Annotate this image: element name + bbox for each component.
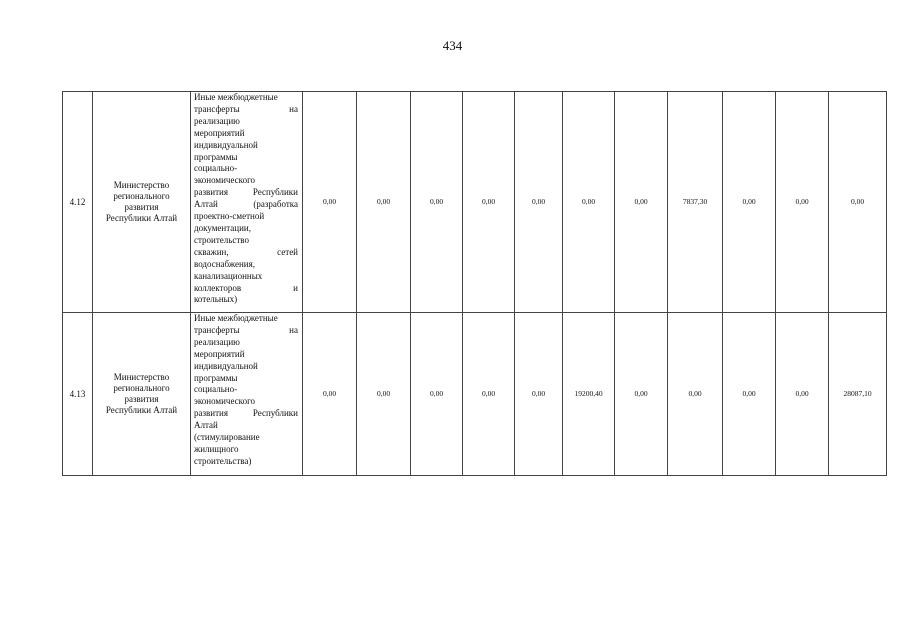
description-line: коллекторов и	[194, 282, 298, 293]
description-line: мероприятий	[194, 127, 245, 138]
organization-line: Республики Алтай	[105, 405, 178, 415]
value-cell: 0,00	[515, 313, 563, 476]
organization-line: Министерство	[113, 180, 170, 190]
description-line: программы	[194, 151, 238, 162]
value-cell: 0,00	[776, 92, 829, 313]
value-cell: 0,00	[411, 92, 463, 313]
description-line: трансферты на	[194, 103, 298, 114]
description-line: реализацию	[194, 336, 240, 347]
value-cell: 0,00	[463, 92, 515, 313]
description-line: Иные межбюджетные	[194, 313, 278, 323]
description-line: Алтай	[194, 420, 218, 431]
value-cell: 0,00	[668, 313, 723, 476]
description-line: развития Республики	[194, 408, 298, 419]
organization-cell	[93, 92, 191, 313]
description-line: канализационных	[194, 270, 263, 281]
value-cell: 0,00	[829, 92, 887, 313]
description-line: Алтай (разработка	[194, 199, 298, 210]
description-line: Иные межбюджетные	[194, 92, 278, 102]
organization-line: регионального	[113, 383, 170, 393]
value-cell: 0,00	[303, 92, 357, 313]
description-line: водоснабжения,	[194, 258, 256, 269]
description-line: документации,	[194, 222, 251, 233]
description-line: развития Республики	[194, 187, 298, 198]
organization-line: Республики Алтай	[105, 213, 178, 223]
description-line: жилищного	[194, 443, 239, 454]
organization-cell	[93, 313, 191, 476]
description-line: социально-	[194, 163, 238, 174]
description-line: экономического	[194, 396, 256, 407]
budget-table	[62, 91, 887, 476]
organization-line: развития	[124, 202, 159, 212]
description-line: мероприятий	[194, 348, 245, 359]
value-cell: 28087,10	[829, 313, 887, 476]
value-cell: 0,00	[357, 92, 411, 313]
organization-line: развития	[124, 394, 159, 404]
value-cell: 0,00	[411, 313, 463, 476]
page-number: 434	[442, 38, 463, 53]
value-cell: 0,00	[723, 313, 776, 476]
row-number-cell: 4.12	[63, 92, 93, 313]
description-line: индивидуальной	[194, 139, 258, 150]
description-line: программы	[194, 372, 238, 383]
description-line: (стимулирование	[194, 432, 260, 443]
value-cell: 0,00	[723, 92, 776, 313]
description-line: скважин, сетей	[194, 246, 298, 257]
organization-line: Министерство	[113, 372, 170, 382]
value-cell: 0,00	[615, 92, 668, 313]
description-cell	[191, 92, 303, 313]
value-cell: 7837,30	[668, 92, 723, 313]
value-cell: 0,00	[515, 92, 563, 313]
description-line: реализацию	[194, 115, 240, 126]
description-line: индивидуальной	[194, 360, 258, 371]
description-line: строительство	[194, 234, 249, 245]
description-line: трансферты на	[194, 324, 298, 335]
value-cell: 0,00	[615, 313, 668, 476]
value-cell: 0,00	[563, 92, 615, 313]
description-line: экономического	[194, 175, 256, 186]
table-row	[63, 313, 887, 476]
description-line: котельных)	[194, 294, 238, 305]
value-cell: 0,00	[463, 313, 515, 476]
description-line: проектно-сметной	[194, 211, 265, 222]
description-line: строительства)	[194, 455, 252, 466]
value-cell: 0,00	[776, 313, 829, 476]
value-cell: 19200,40	[563, 313, 615, 476]
organization-line: регионального	[113, 191, 170, 201]
row-number-cell: 4.13	[63, 313, 93, 476]
value-cell: 0,00	[357, 313, 411, 476]
description-line: социально-	[194, 384, 238, 395]
description-cell	[191, 313, 303, 476]
table-row	[63, 92, 887, 313]
value-cell: 0,00	[303, 313, 357, 476]
